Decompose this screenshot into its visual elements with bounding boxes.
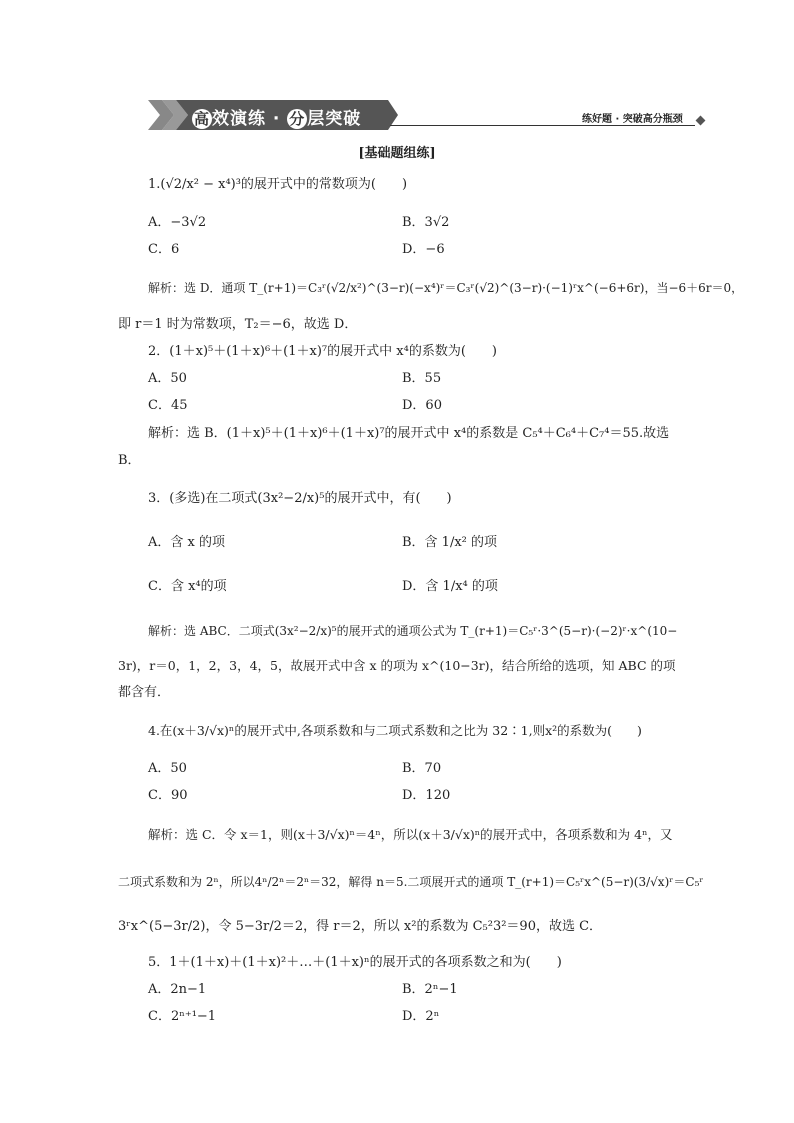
banner-text: 层突破 (307, 109, 362, 129)
question-3-option-a: A．含 x 的项 (148, 535, 225, 550)
question-1-stem: 1.(√2/x² − x⁴)³的展开式中的常数项为( ) (148, 177, 408, 192)
question-2-option-c: C．45 (148, 398, 188, 413)
question-4-option-b: B．70 (402, 761, 442, 776)
question-5-option-d: D．2ⁿ (402, 1009, 440, 1024)
question-4-solution-line-2: 二项式系数和为 2ⁿ，所以4ⁿ/2ⁿ＝2ⁿ＝32，解得 n＝5.二项展开式的通项 T_(r+1)＝C₅ʳx^(5−r)(3/√x)ʳ＝C₅ʳ (118, 875, 704, 889)
question-1-solution-line-1: 解析：选 D．通项 T_(r+1)＝C₃ʳ(√2/x²)^(3−r)(−x⁴)ʳ＝C₃ʳ(√2)^(3−r)·(−1)ʳx^(−6+6r)，当−6＋6r＝0， (148, 281, 744, 295)
question-1-solution-line-2: 即 r＝1 时为常数项，T₂＝−6，故选 D． (118, 317, 358, 332)
question-2-solution-line-2: B． (118, 453, 141, 468)
question-5-option-b: B．2ⁿ−1 (402, 982, 458, 997)
question-4-solution-line-1: 解析：选 C．令 x＝1，则(x＋3/√x)ⁿ＝4ⁿ，所以(x＋3/√x)ⁿ的展开式中，各项系数和为 4ⁿ，又 (148, 827, 673, 842)
question-4-option-c: C．90 (148, 788, 188, 803)
question-3-option-b: B．含 1/x² 的项 (402, 535, 498, 550)
question-3-solution-line-1: 解析：选 ABC．二项式(3x²−2/x)⁵的展开式的通项公式为 T_(r+1)＝C₅ʳ·3^(5−r)·(−2)ʳ·x^(10− (148, 624, 678, 638)
question-4-option-a: A．50 (148, 761, 187, 776)
question-2-option-b: B．55 (402, 371, 442, 386)
question-1-option-d: D．−6 (402, 242, 445, 257)
question-3-option-d: D．含 1/x⁴ 的项 (402, 579, 498, 594)
question-4-option-d: D．120 (402, 788, 451, 803)
question-5-option-c: C．2ⁿ⁺¹−1 (148, 1009, 217, 1024)
banner-circle-char: 分 (289, 110, 306, 128)
question-1-option-b: B．3√2 (402, 215, 450, 230)
question-4-solution-line-3: 3ʳx^(5−3r/2)，令 5−3r/2＝2，得 r＝2，所以 x²的系数为 C₅²3²＝90，故选 C． (118, 919, 603, 934)
question-3-stem: 3．(多选)在二项式(3x²−2/x)⁵的展开式中，有( ) (148, 491, 452, 506)
question-5-option-a: A．2n−1 (148, 982, 207, 997)
question-1-option-c: C．6 (148, 242, 180, 257)
question-3-solution-line-2: 3r)，r＝0，1，2，3，4，5，故展开式中含 x 的项为 x^(10−3r)，结合所给的选项，知 ABC 的项 (118, 658, 676, 673)
question-2-solution-line-1: 解析：选 B．(1＋x)⁵＋(1＋x)⁶＋(1＋x)⁷的展开式中 x⁴的系数是 C₅⁴＋C₆⁴＋C₇⁴＝55.故选 (148, 426, 670, 441)
question-2-option-a: A．50 (148, 371, 187, 386)
question-3-solution-line-3: 都含有． (118, 685, 171, 700)
question-1-option-a: A．−3√2 (148, 215, 207, 230)
header-rule (390, 125, 695, 126)
section-title: [基础题组练] (358, 146, 436, 161)
header-banner (148, 100, 398, 130)
question-2-option-d: D．60 (402, 398, 442, 413)
diamond-icon (696, 116, 706, 126)
header-slogan: 练好题 · 突破高分瓶颈 (582, 114, 683, 125)
question-5-stem: 5．1＋(1＋x)＋(1＋x)²＋…＋(1＋x)ⁿ的展开式的各项系数之和为( ) (148, 955, 562, 970)
banner-text: 效演练 · (212, 109, 288, 129)
question-3-option-c: C．含 x⁴的项 (148, 579, 227, 594)
question-2-stem: 2．(1＋x)⁵＋(1＋x)⁶＋(1＋x)⁷的展开式中 x⁴的系数为( ) (148, 344, 497, 359)
banner-circle-char: 高 (193, 110, 210, 128)
question-4-stem: 4.在(x＋3/√x)ⁿ的展开式中,各项系数和与二项式系数和之比为 32∶1,则x²的系数为( ) (148, 723, 642, 738)
banner-title (192, 104, 361, 129)
